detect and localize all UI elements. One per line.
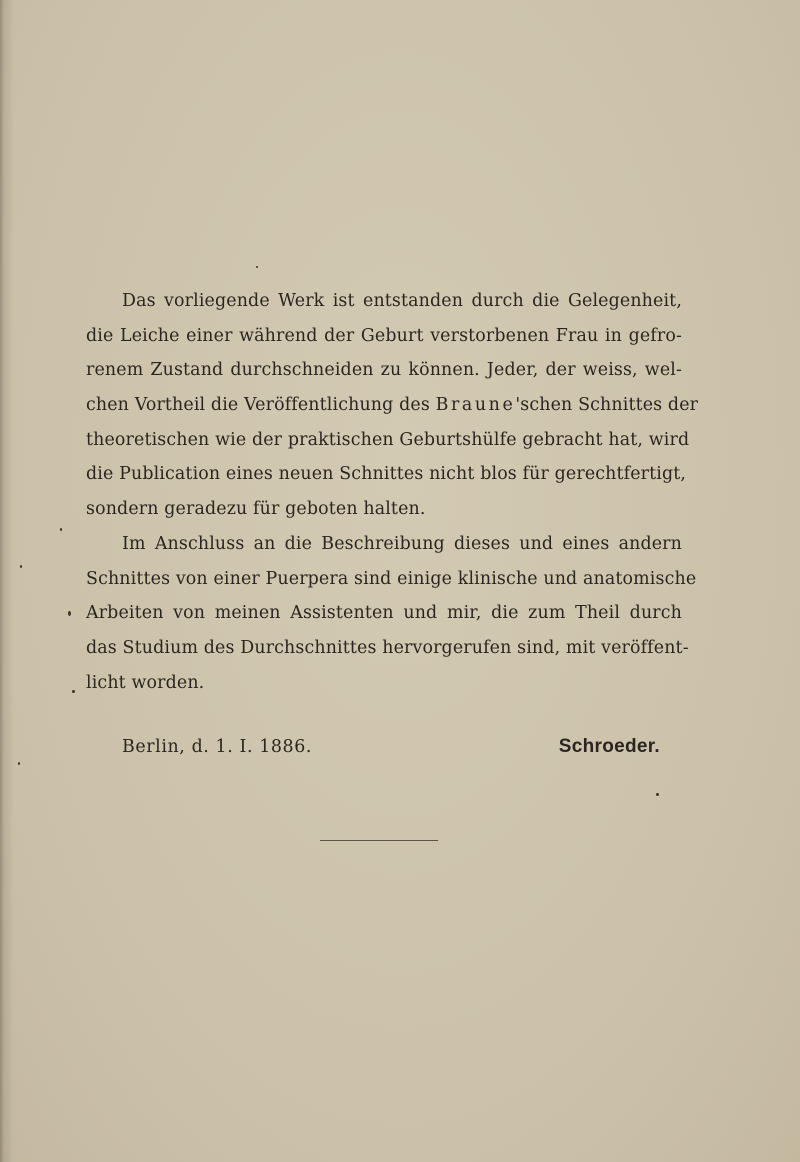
paragraph-1-line-4 [86, 388, 699, 423]
preface-text [86, 284, 699, 700]
paragraph-1-line-7: sondern geradezu für geboten halten. [86, 499, 426, 520]
paper-speck [68, 611, 71, 616]
paper-speck [60, 528, 62, 531]
paper-speck [256, 266, 258, 268]
closing-rule [320, 840, 438, 841]
paper-speck [18, 762, 20, 765]
place-and-date: Berlin, d. 1. I. 1886. [122, 737, 312, 757]
paragraph-1-line-1: Das vorliegende Werk ist entstanden durch die Gelegenheit, [122, 291, 682, 311]
paper-speck [72, 690, 75, 693]
paragraph-2-line-2: Schnittes von einer Puerpera sind einige klinische und anatomische [86, 568, 697, 589]
author-signature: Schroeder. [558, 736, 660, 757]
paragraph-2-line-4: das Studium des Durchschnittes hervorgerufen sind, mit veröffent- [86, 637, 689, 658]
paragraph-2-line-5: licht worden. [86, 672, 205, 693]
paragraph-1-line-3: renem Zustand durchschneiden zu können. Jeder, der weiss, wel- [86, 360, 682, 381]
paragraph-1-line-4-start: chen Vortheil die Veröffentlichung des [86, 395, 436, 416]
paragraph-1-line-2: die Leiche einer während der Geburt verstorbenen Frau in gefro- [86, 325, 682, 346]
paragraph-1-line-5: theoretischen wie der praktischen Geburtshülfe gebracht hat, wird [86, 429, 690, 450]
paragraph-2-line-1: Im Anschluss an die Beschreibung dieses und eines andern [122, 533, 682, 554]
paragraph-1-line-6: die Publication eines neuen Schnittes nicht blos für gerechtfertigt, [86, 464, 687, 485]
paragraph-1-line-4-end: 'schen Schnittes der [515, 395, 699, 416]
paragraph-2-line-3: Arbeiten von meinen Assistenten und mir, die zum Theil durch [86, 603, 682, 624]
paper-speck [20, 565, 22, 568]
spaced-name-braune: Braune [435, 395, 516, 416]
paper-speck [656, 793, 659, 796]
signature-row [122, 730, 660, 764]
